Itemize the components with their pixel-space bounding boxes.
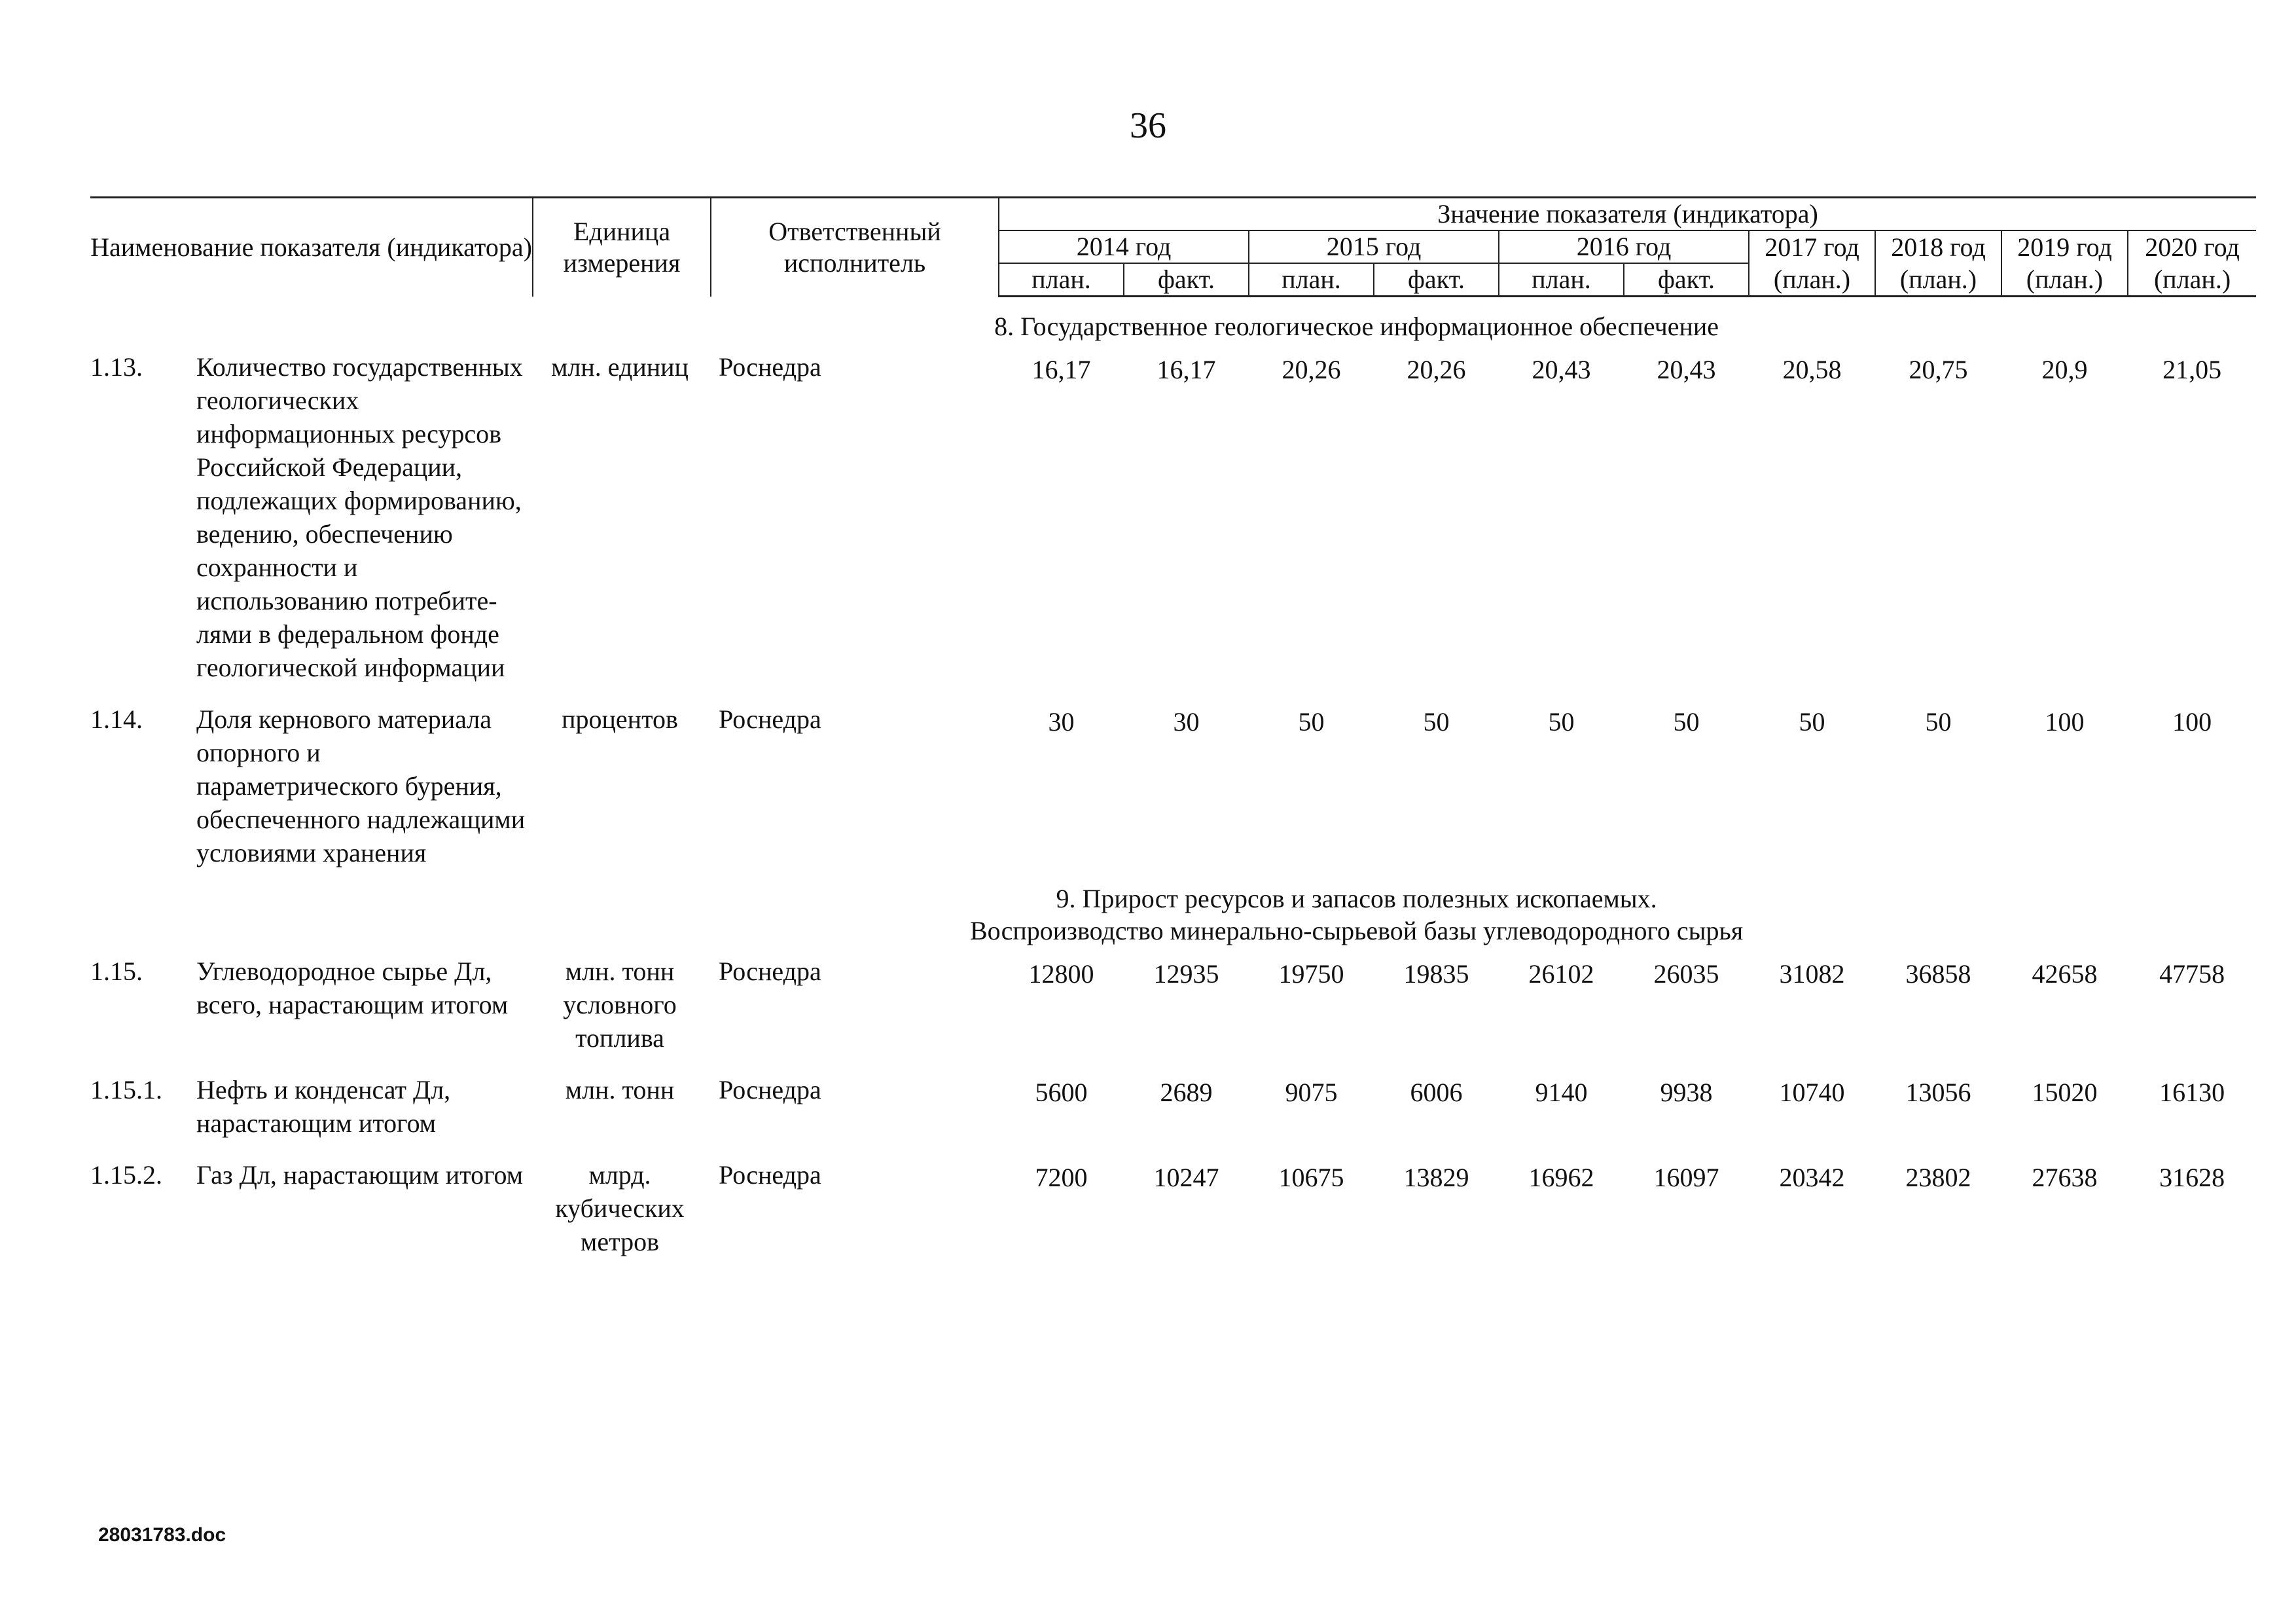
- header-value-group: Значение показателя (индикатора): [999, 198, 2256, 231]
- value-2019-plan: 42658: [2032, 959, 2098, 989]
- row-name: Нефть и конденсат Дл, нарастающим итогом: [196, 1075, 451, 1138]
- value-2017-plan: 31082: [1779, 959, 1845, 989]
- value-2014-fact: 2689: [1160, 1078, 1213, 1107]
- row-responsible: Роснедра: [719, 1160, 821, 1190]
- table-row: [90, 702, 2256, 869]
- value-2015-fact: 6006: [1410, 1078, 1463, 1107]
- value-2016-plan: 26102: [1528, 959, 1594, 989]
- value-2015-plan: 50: [1298, 707, 1325, 737]
- header-indicator-name: Наименование показателя (индикатора): [90, 198, 533, 297]
- header-responsible: Ответственный исполнитель: [711, 198, 999, 297]
- value-2016-fact: 9938: [1660, 1078, 1713, 1107]
- header-year-2019: 2019 год: [2001, 230, 2128, 263]
- header-year-2020: 2020 год: [2145, 232, 2240, 262]
- value-2017-plan: 50: [1799, 707, 1825, 737]
- header-2019-plan: (план.): [2001, 263, 2128, 297]
- value-2016-plan: 16962: [1528, 1163, 1594, 1192]
- row-number: 1.13.: [90, 352, 143, 382]
- header-2015-plan: план.: [1249, 263, 1374, 297]
- table-body: [90, 297, 2256, 1259]
- header-2018-plan: (план.): [1875, 263, 2001, 297]
- row-unit: млн. единиц: [551, 352, 689, 382]
- header-2014-fact: факт.: [1124, 263, 1249, 297]
- value-2016-plan: 50: [1548, 707, 1575, 737]
- value-2017-plan: 10740: [1779, 1078, 1845, 1107]
- section-title-line: 9. Прирост ресурсов и запасов полезных ископаемых.: [1056, 884, 1657, 913]
- value-2019-plan: 100: [2045, 707, 2085, 737]
- value-2020-plan: 16130: [2159, 1078, 2225, 1107]
- value-2017-plan: 20,58: [1782, 355, 1842, 384]
- value-2014-plan: 30: [1048, 707, 1075, 737]
- row-unit: млн. тонн: [565, 1075, 675, 1104]
- value-2014-fact: 16,17: [1157, 355, 1216, 384]
- row-number: 1.15.1.: [90, 1075, 162, 1104]
- value-2017-plan: 20342: [1779, 1163, 1845, 1192]
- row-name: Доля кернового материала опорного и параметрического бурения, обеспеченного надлежащими условиями хранения: [196, 704, 526, 867]
- section-title-row: [90, 297, 2256, 351]
- header-year-2018: 2018 год: [1875, 230, 2001, 263]
- value-2015-fact: 19835: [1403, 959, 1469, 989]
- row-number: 1.15.2.: [90, 1160, 162, 1190]
- row-unit: процентов: [562, 704, 678, 734]
- value-2015-plan: 19750: [1278, 959, 1344, 989]
- header-2017-plan: (план.): [1749, 263, 1875, 297]
- value-2020-plan: 21,05: [2162, 355, 2222, 384]
- value-2018-plan: 13056: [1905, 1078, 1971, 1107]
- row-responsible: Роснедра: [719, 352, 821, 382]
- section-title: [90, 869, 2256, 955]
- section-title-row: [90, 869, 2256, 955]
- row-responsible: Роснедра: [719, 957, 821, 986]
- footer-file-name: 28031783.doc: [98, 1524, 226, 1546]
- value-2020-plan: 47758: [2159, 959, 2225, 989]
- value-2019-plan: 27638: [2032, 1163, 2098, 1192]
- table-row: [90, 1158, 2256, 1258]
- table-row: [90, 1073, 2256, 1158]
- indicators-table: [90, 196, 2256, 1258]
- value-2019-plan: 15020: [2032, 1078, 2098, 1107]
- header-2016-plan: план.: [1499, 263, 1624, 297]
- row-number: 1.14.: [90, 704, 143, 734]
- row-name: Углеводородное сырье Дл, всего, нарастающим итогом: [196, 957, 509, 1019]
- table-row: [90, 955, 2256, 1073]
- row-name: Количество государственных геологических информационных ресурсов Российской Федерации, подлежащих формированию, ведению, обеспечению сохранности и использованию потребите-лями в федеральном фонде геологической информации: [196, 352, 523, 682]
- header-2020-plan: (план.): [2128, 263, 2256, 297]
- page-number: 36: [1130, 105, 1166, 146]
- value-2014-plan: 12800: [1028, 959, 1094, 989]
- value-2018-plan: 20,75: [1909, 355, 1968, 384]
- indicators-table-wrap: [90, 196, 2238, 1258]
- value-2020-plan: 100: [2172, 707, 2212, 737]
- value-2016-fact: 50: [1673, 707, 1700, 737]
- table-row: [90, 350, 2256, 702]
- value-2014-plan: 16,17: [1031, 355, 1091, 384]
- value-2014-fact: 30: [1173, 707, 1200, 737]
- table-header: [90, 198, 2256, 297]
- row-unit: млрд. кубических метров: [555, 1160, 685, 1256]
- header-year-2015: 2015 год: [1249, 230, 1499, 263]
- row-name: Газ Дл, нарастающим итогом: [196, 1160, 524, 1190]
- value-2016-fact: 16097: [1653, 1163, 1719, 1192]
- value-2015-plan: 9075: [1285, 1078, 1338, 1107]
- header-2015-fact: факт.: [1374, 263, 1499, 297]
- section-title-line: 8. Государственное геологическое информационное обеспечение: [994, 312, 1719, 341]
- value-2020-plan: 31628: [2159, 1163, 2225, 1192]
- value-2014-fact: 12935: [1153, 959, 1219, 989]
- value-2016-plan: 9140: [1535, 1078, 1588, 1107]
- header-unit: Единица измерения: [533, 198, 711, 297]
- row-responsible: Роснедра: [719, 1075, 821, 1104]
- value-2018-plan: 23802: [1905, 1163, 1971, 1192]
- value-2016-fact: 20,43: [1657, 355, 1716, 384]
- value-2015-fact: 50: [1423, 707, 1450, 737]
- value-2014-plan: 7200: [1035, 1163, 1088, 1192]
- header-year-2016: 2016 год: [1499, 230, 1749, 263]
- header-year-2017: 2017 год: [1749, 230, 1875, 263]
- value-2019-plan: 20,9: [2041, 355, 2088, 384]
- row-responsible: Роснедра: [719, 704, 821, 734]
- header-year-2014: 2014 год: [999, 230, 1249, 263]
- row-number: 1.15.: [90, 957, 143, 986]
- section-subtitle-line: Воспроизводство минерально-сырьевой базы углеводородного сырья: [969, 916, 1744, 945]
- value-2014-fact: 10247: [1153, 1163, 1219, 1192]
- value-2015-plan: 20,26: [1282, 355, 1341, 384]
- header-2014-plan: план.: [999, 263, 1124, 297]
- value-2015-fact: 20,26: [1407, 355, 1466, 384]
- value-2015-fact: 13829: [1403, 1163, 1469, 1192]
- value-2016-plan: 20,43: [1532, 355, 1591, 384]
- value-2014-plan: 5600: [1035, 1078, 1088, 1107]
- value-2018-plan: 50: [1925, 707, 1952, 737]
- section-title: [90, 297, 2256, 351]
- row-unit: млн. тонн условного топлива: [563, 957, 677, 1053]
- value-2015-plan: 10675: [1278, 1163, 1344, 1192]
- value-2018-plan: 36858: [1905, 959, 1971, 989]
- value-2016-fact: 26035: [1653, 959, 1719, 989]
- header-2016-fact: факт.: [1624, 263, 1749, 297]
